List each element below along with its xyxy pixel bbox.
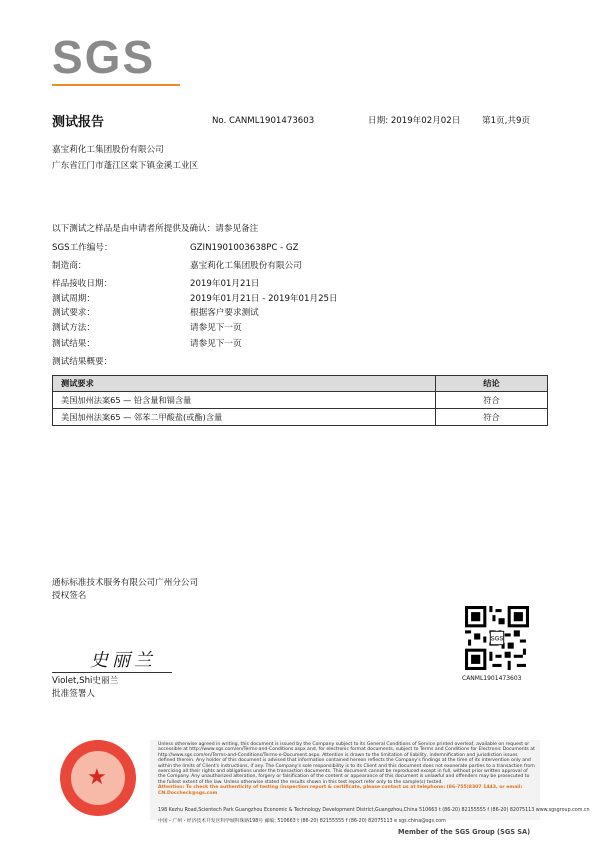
signature-line <box>52 672 172 673</box>
table-cell: 符合 <box>436 392 548 409</box>
field-value: 根据客户要求测试 <box>190 308 259 318</box>
client-address: 广东省江门市蓬江区棠下镇金溪工业区 <box>52 161 199 171</box>
svg-text:SGS: SGS <box>490 635 504 643</box>
header-cell-requirement: 测试要求 <box>53 376 436 392</box>
intro-text: 以下测试之样品是由申请者所提供及确认：请参见备注 <box>52 224 259 234</box>
field-value: 请参见下一页 <box>190 339 242 349</box>
field-label: 测试周期： <box>52 294 95 304</box>
signer-name: Violet,Shi史丽兰 <box>52 676 119 686</box>
results-table <box>52 375 548 426</box>
field-value: 请参见下一页 <box>190 323 242 333</box>
qr-code-caption: CANML1901473603 <box>462 675 522 682</box>
sign-label: 授权签名 <box>52 591 87 601</box>
sgs-logo <box>52 30 180 84</box>
report-title: 测试报告 <box>52 115 105 130</box>
member-statement: Member of the SGS Group (SGS SA) <box>398 828 531 836</box>
logo-underline <box>52 84 180 86</box>
header-cell-conclusion: 结论 <box>436 376 548 392</box>
table-header-row <box>53 376 548 392</box>
issuing-company: 通标标准技术服务有限公司广州分公司 <box>52 578 199 588</box>
field-value: 嘉宝莉化工集团股份有限公司 <box>190 261 302 271</box>
client-name: 嘉宝莉化工集团股份有限公司 <box>52 145 164 155</box>
field-label: 测试要求： <box>52 308 95 318</box>
field-value: 2019年01月21日 - 2019年01月25日 <box>190 294 338 304</box>
logo-text: SGS <box>52 31 156 83</box>
field-label: 测试结果： <box>52 339 95 349</box>
field-label: SGS工作编号： <box>52 243 113 253</box>
field-label: 样品接收日期： <box>52 279 113 289</box>
handwritten-signature: 史丽兰 <box>90 650 156 671</box>
field-value: 2019年01月21日 <box>190 279 260 289</box>
authenticity-notice: Attention: To check the authenticity of testing /inspection report & certificate, please contact us at telephone: (86-755)8307 1443, or email: CN.Doccheck@sgs.com <box>158 785 523 796</box>
qr-code-icon <box>465 606 529 670</box>
field-value: GZIN1901003638PC - GZ <box>190 243 299 253</box>
table-row <box>53 409 548 426</box>
star-icon: ★ <box>87 765 107 790</box>
summary-title: 测试结果概要： <box>52 357 113 367</box>
legal-terms: Unless otherwise agreed in writing, this document is issued by the Company subject to its General Conditions of Service printed overleaf, available on request or accessible at http://www.sgs.com/en/Terms-and-Conditions.aspx and, for electronic format documents, subject to Terms and Conditions for Electronic Documents at http://www.sgs.com/en/Terms-and-Conditions/Terms-e-Document.aspx. Attention is drawn to the limitation of liability, indemnification and jurisdiction issues defined therein. Any holder of this document is advised that information contained hereon reflects the Company's findings at the time of its intervention only and within the limits of Client's instructions, if any. The Company's sole responsibility is to its Client and this document does not exonerate parties to a transaction from exercising all their rights and obligations under the transaction documents. This document cannot be reproduced except in full, without prior written approval of the Company. Any unauthorized alteration, forgery or falsification of the content or appearance of this document is unlawful and offenders may be prosecuted to the fullest extent of the law. Unless otherwise stated the results shown in this test report refer only to the sample(s) tested. <box>158 742 535 785</box>
table-row <box>53 392 548 409</box>
report-number: No. CANML1901473603 <box>212 116 315 126</box>
field-label: 制造商： <box>52 261 87 271</box>
table-cell: 美国加州法案65 — 铅含量和镉含量 <box>53 392 436 409</box>
report-date: 日期: 2019年02月02日 <box>368 116 461 126</box>
address-english: 198 Kezhu Road,Scientech Park Guangzhou Economic & Technology Development District,Guangzhou,China 510663 t (86-20) 82155555 f (86-20) 82075113 www.sgsgroup.com.cn <box>158 808 590 813</box>
signer-title: 批准签署人 <box>52 689 95 699</box>
page-indicator: 第1页,共9页 <box>482 116 531 126</box>
table-cell: 符合 <box>436 409 548 426</box>
legal-text <box>158 742 536 796</box>
table-cell: 美国加州法案65 — 邻苯二甲酸盐(或酯)含量 <box>53 409 436 426</box>
address-chinese: 中国・广州・经济技术开发区科学城科珠路198号 邮编: 510663 t (86-20) 82155555 f (86-20) 82075113 e sgs.china@sgs.com <box>158 819 446 824</box>
field-label: 测试方法： <box>52 323 95 333</box>
